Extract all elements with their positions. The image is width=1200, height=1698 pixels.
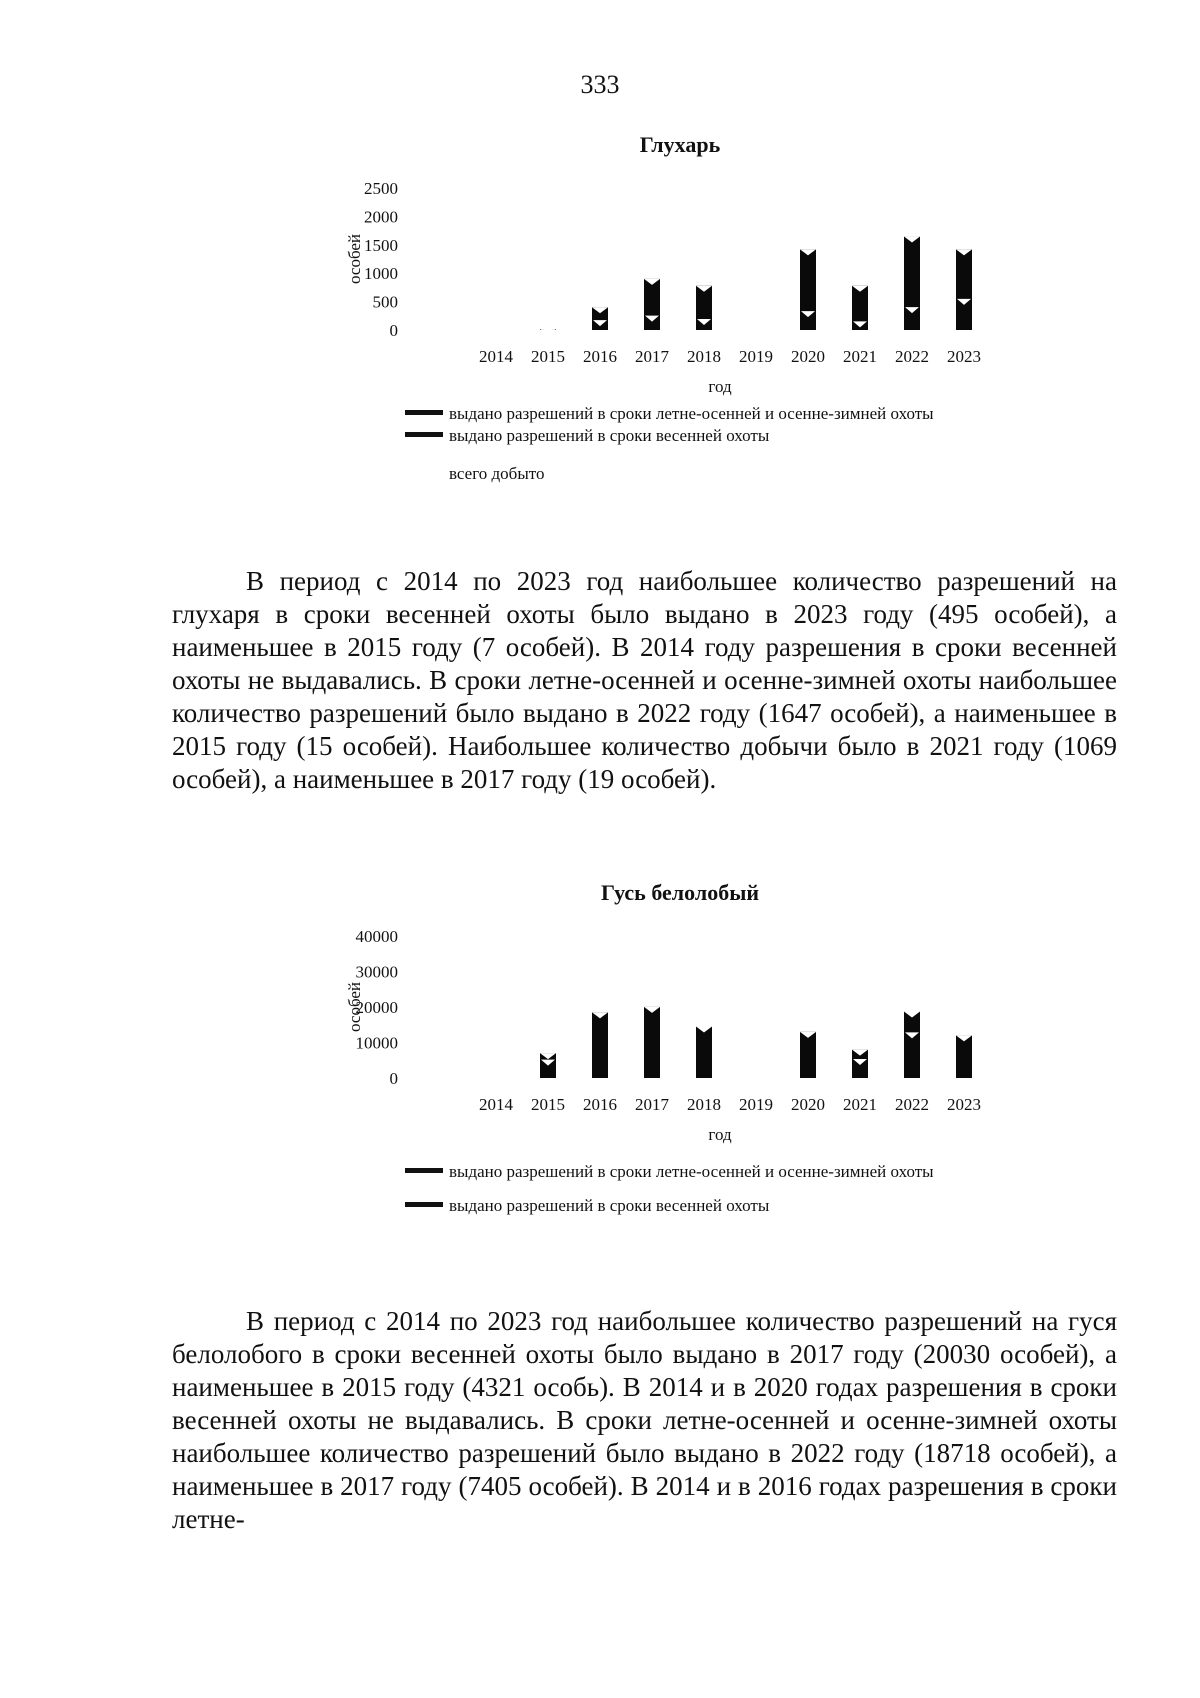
- y-tick-label: 500: [372, 292, 398, 312]
- y-tick-label: 1500: [364, 235, 398, 255]
- y-axis-label: особей: [345, 981, 364, 1033]
- x-tick-label: 2014: [479, 347, 513, 366]
- x-tick-label: 2015: [531, 1095, 565, 1114]
- bar: [644, 279, 660, 330]
- legend-item-summer-autumn: [405, 1162, 995, 1182]
- chart-title-white-fronted-goose: Гусь белолобый: [600, 880, 760, 905]
- y-tick-label: 2000: [364, 207, 398, 227]
- legend-swatch: [405, 470, 443, 475]
- x-tick-label: 2017: [635, 1095, 669, 1114]
- y-tick-label: 0: [389, 1069, 398, 1088]
- x-axis-label: год: [708, 1125, 732, 1144]
- x-tick-label: 2019: [739, 347, 773, 366]
- x-tick-label: 2021: [843, 1095, 877, 1114]
- bar: [592, 1012, 608, 1078]
- x-tick-label: 2022: [895, 347, 929, 366]
- legend-label: всего добыто: [449, 464, 545, 483]
- x-tick-label: 2017: [635, 347, 669, 366]
- x-tick-label: 2015: [531, 347, 565, 366]
- legend-swatch: [405, 410, 443, 415]
- x-tick-label: 2016: [583, 1095, 617, 1114]
- bar: [956, 1035, 972, 1078]
- bar: [800, 1032, 816, 1078]
- chart-capercaillie: [330, 170, 1010, 395]
- x-tick-label: 2018: [687, 1095, 721, 1114]
- legend-label: выдано разрешений в сроки весенней охоты: [449, 1196, 770, 1215]
- x-tick-label: 2020: [791, 347, 825, 366]
- y-tick-label: 40000: [355, 927, 398, 946]
- y-tick-label: 2500: [364, 179, 398, 198]
- legend-item-spring: [405, 426, 995, 446]
- bar: [696, 1027, 712, 1078]
- legend-label: выдано разрешений в сроки летне-осенней и осенне-зимней охоты: [449, 404, 934, 423]
- x-tick-label: 2018: [687, 347, 721, 366]
- x-tick-label: 2016: [583, 347, 617, 366]
- y-tick-label: 30000: [355, 962, 398, 982]
- paragraph-capercaillie: В период с 2014 по 2023 год наибольшее количество разрешений на глухаря в сроки весенней охоты было выдано в 2023 году (495 особей), а наименьшее в 2015 году (7 особей). В 2014 году разрешения в сроки весенней охоты не выдавались. В сроки летне-осенней и осенне-зимней охоты наибольшее количество разрешений было выдано в 2022 году (1647 особей), а наименьшее в 2015 году (15 особей). Наибольшее количество добычи было в 2021 году (1069 особей), а наименьшее в 2017 году (19 особей).: [172, 566, 1117, 794]
- chart-white-fronted-goose: [330, 918, 1010, 1143]
- bar: [644, 1007, 660, 1078]
- y-tick-label: 20000: [355, 998, 398, 1017]
- x-tick-label: 2019: [739, 1095, 773, 1114]
- chart-title-capercaillie: Глухарь: [639, 132, 721, 157]
- x-tick-label: 2023: [947, 347, 981, 366]
- legend-capercaillie: [405, 404, 995, 486]
- bar: [904, 1012, 920, 1078]
- x-tick-label: 2022: [895, 1095, 929, 1114]
- x-tick-label: 2021: [843, 347, 877, 366]
- paragraph-white-fronted-goose: В период с 2014 по 2023 год наибольшее количество разрешений на гуся белолобого в сроки весенней охоты было выдано в 2017 году (20030 особей), а наименьшее в 2015 году (4321 особь). В 2014 и в 2020 годах разрешения в сроки весенней охоты не выдавались. В сроки летне-осенней и осенне-зимней охоты наибольшее количество разрешений было выдано в 2022 году (18718 особей), а наименьшее в 2017 году (7405 особей). В 2014 и в 2016 годах разрешения в сроки летне-: [172, 1306, 1117, 1534]
- x-tick-label: 2023: [947, 1095, 981, 1114]
- legend-label: выдано разрешений в сроки летне-осенней и осенне-зимней охоты: [449, 1162, 934, 1181]
- y-tick-label: 10000: [355, 1033, 398, 1053]
- x-tick-label: 2020: [791, 1095, 825, 1114]
- bar: [904, 236, 920, 330]
- legend-item-spring: [405, 1196, 995, 1216]
- bar: [800, 249, 816, 330]
- page-number: 333: [580, 70, 620, 99]
- legend-item-total-harvest: [405, 464, 995, 484]
- x-tick-label: 2014: [479, 1095, 513, 1114]
- legend-item-summer-autumn: [405, 404, 995, 424]
- bar: [956, 249, 972, 330]
- legend-swatch: [405, 1168, 443, 1173]
- y-tick-label: 1000: [364, 264, 398, 284]
- y-tick-label: 0: [389, 321, 398, 340]
- legend-white-fronted-goose: [405, 1162, 995, 1218]
- x-axis-label: год: [708, 377, 732, 396]
- legend-swatch: [405, 432, 443, 437]
- y-axis-label: особей: [345, 233, 364, 285]
- legend-label: выдано разрешений в сроки весенней охоты: [449, 426, 770, 445]
- legend-swatch: [405, 1202, 443, 1207]
